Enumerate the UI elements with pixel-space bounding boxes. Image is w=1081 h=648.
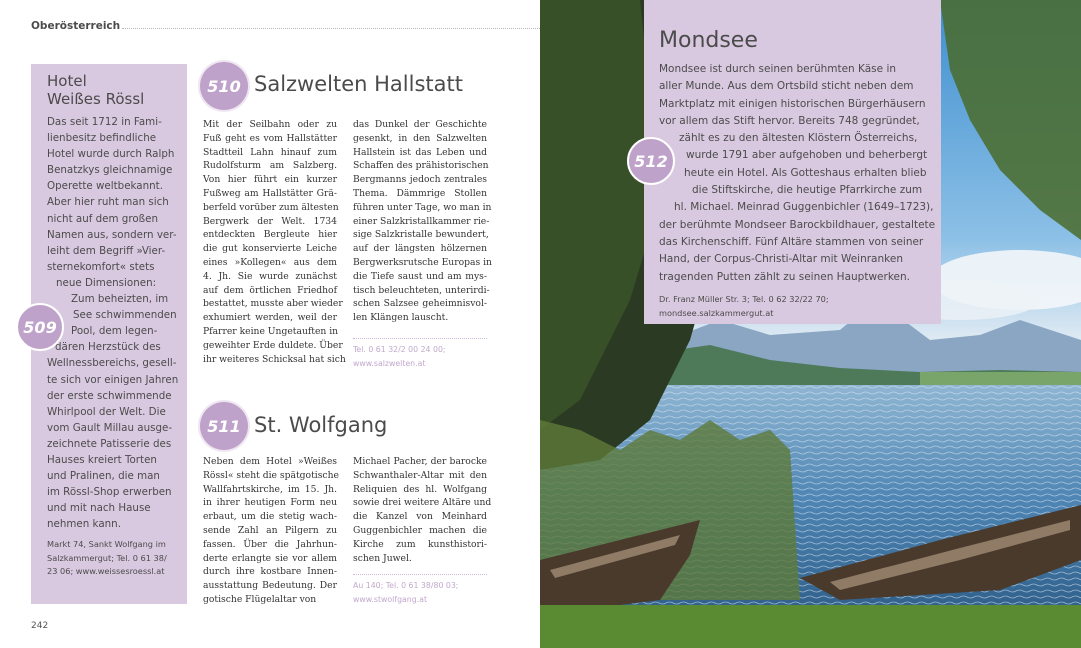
- text-line: tisch beleuchteten, unterirdi-: [353, 284, 490, 296]
- text-line: len Klängen lauscht.: [353, 312, 449, 324]
- text-line: schen Juwel.: [353, 552, 412, 564]
- wolfgang-info-divider: [353, 574, 487, 575]
- mondsee-body: [659, 61, 941, 286]
- text-line: durch ihre kostbare Innen-: [203, 566, 337, 578]
- salzwelten-info: [353, 343, 446, 370]
- entry-number-badge-510: 510: [200, 62, 248, 110]
- text-line: erbaut, um die stetig wach-: [203, 511, 337, 523]
- text-line: tragenden Putten zählt zu seinen Hauptwerken.: [659, 270, 910, 283]
- text-line: Mondsee ist durch seinen berühmten Käse in: [659, 63, 897, 75]
- text-line: Pfarrer keine Ungetauften in: [203, 325, 339, 337]
- text-line: Hauses kreiert Torten: [47, 453, 157, 466]
- text-line: die Tiefe saust und am mys-: [353, 270, 487, 282]
- text-line: Bergwerksrutsche Europas in: [353, 256, 492, 268]
- text-line: die Stiftskirche, die heutige Pfarrkirche zum: [692, 184, 923, 197]
- text-line: Rudolfsturm am Salzberg.: [203, 160, 337, 172]
- text-line: Stadtteil Lahn hinauf zum: [203, 146, 337, 158]
- hotel-body: [47, 114, 187, 532]
- salzwelten-info-divider: [353, 338, 487, 339]
- text-line: derte erlangte sie vor allem: [203, 552, 337, 564]
- salzwelten-column-2: [353, 118, 492, 325]
- mondsee-title: Mondsee: [659, 28, 758, 53]
- text-line: hl. Michael. Meinrad Guggenbichler (1649–1723),: [674, 201, 934, 214]
- text-line: dären Herzstück des: [55, 341, 161, 354]
- text-line: einer Salzkristallkammer rie-: [353, 215, 490, 227]
- text-line: Bergmanns jedoch zentrales: [353, 174, 487, 186]
- text-line: vor allem das Stift hervor. Bereits 748 gegründet,: [659, 114, 920, 127]
- text-line: Operette weltbekannt.: [47, 180, 163, 193]
- text-line: Thema. Dämmrige Stollen: [353, 187, 487, 199]
- text-line: 4. Jh. Sie wurde zunächst: [203, 270, 337, 282]
- wolfgang-column-1: [203, 455, 337, 607]
- text-line: neue Dimensionen:: [56, 276, 157, 289]
- text-line: führen unter Tage, wo man in: [353, 201, 492, 213]
- text-line: gotische Flügelaltar von: [203, 593, 317, 605]
- text-line: und Pralinen, die man: [47, 470, 160, 483]
- text-line: fassen. Über die Jahrhun-: [203, 538, 337, 550]
- text-line: Reliquien des hl. Wolfgang: [353, 483, 487, 495]
- text-line: der erste schwimmende: [47, 389, 172, 402]
- text-line: exhumiert werden, weil der: [203, 312, 337, 324]
- text-line: ausstattung Bedeutung. Der: [203, 580, 337, 592]
- entry-number-badge-511: 511: [200, 402, 248, 450]
- text-line: berfeld vorüber zum ältesten: [203, 201, 339, 213]
- entry-number-badge-512: 512: [627, 137, 675, 185]
- text-line: ihr weiteres Schicksal hat sich: [203, 353, 346, 365]
- text-line: www.salzwelten.at: [353, 358, 426, 368]
- mondsee-box: [644, 0, 941, 324]
- text-line: Aber hier ruht man sich: [47, 196, 169, 209]
- wolfgang-title: St. Wolfgang: [254, 413, 388, 437]
- wolfgang-info: [353, 579, 458, 606]
- hotel-title-line1: Hotel: [47, 72, 87, 90]
- left-page: [0, 0, 540, 648]
- text-line: Von hier führt ein kurzer: [203, 174, 337, 186]
- salzwelten-column-1: [203, 118, 346, 366]
- text-line: heute ein Hotel. Als Gotteshaus erhalten blieb: [684, 166, 927, 179]
- text-line: Wellnessbereichs, gesell-: [47, 357, 177, 370]
- text-line: leiht dem Begriff »Vier-: [47, 244, 166, 257]
- text-line: in ihrer heutigen Form neu: [203, 497, 337, 509]
- text-line: Neben dem Hotel »Weißes: [203, 456, 337, 467]
- text-line: Hallstein ist das Leben und: [353, 146, 487, 158]
- salzwelten-title: Salzwelten Hallstatt: [254, 72, 463, 96]
- mondsee-address: [659, 292, 941, 320]
- running-head-title: Oberösterreich: [31, 20, 121, 32]
- text-line: auf dem örtlichen Friedhof: [203, 284, 337, 296]
- text-line: Marktplatz mit einigen historischen Bürgerhäusern: [659, 97, 926, 110]
- text-line: 23 06; www.weissesroessl.at: [47, 566, 165, 577]
- text-line: und mit nach Hause: [47, 502, 151, 515]
- text-line: zählt es zu den ältesten Klöstern Österreichs,: [679, 132, 918, 145]
- text-line: zeichnete Patisserie des: [47, 437, 172, 450]
- wolfgang-column-2: [353, 455, 492, 565]
- text-line: die gut konservierte Leiche: [203, 243, 337, 255]
- text-line: sige Salzkristalle bewundert,: [353, 229, 489, 241]
- text-line: aller Munde. Aus dem Ortsbild sticht neben dem: [659, 80, 914, 93]
- text-line: Zum beheizten, im: [71, 293, 169, 306]
- text-line: bestattet, musste aber wieder: [203, 298, 343, 310]
- text-line: Kirche zum kunsthistori-: [353, 538, 487, 550]
- text-line: nehmen kann.: [47, 518, 121, 531]
- running-head-dots: [122, 28, 540, 29]
- text-line: www.stwolfgang.at: [353, 594, 428, 604]
- text-line: Whirlpool der Welt. Die: [47, 405, 166, 418]
- text-line: sowie drei weitere Altäre und: [353, 497, 492, 509]
- text-line: das Kirchenschiff. Fünf Altäre stammen von seiner: [659, 235, 924, 248]
- hotel-title: [47, 72, 187, 108]
- text-line: der berühmte Mondseer Barockbildhauer, gestaltete: [659, 218, 936, 231]
- text-line: Hotel wurde durch Ralph: [47, 148, 175, 161]
- text-line: Fußweg am Hallstätter Grä-: [203, 187, 337, 199]
- hotel-address: [47, 538, 187, 579]
- text-line: Fuß geht es vom Hallstätter: [203, 132, 337, 144]
- text-line: im Rössl-Shop erwerben: [47, 486, 172, 499]
- text-line: auf der längsten hölzernen: [353, 243, 487, 255]
- text-line: Schwanthaler-Altar mit den: [353, 469, 487, 481]
- text-line: See schwimmenden: [73, 309, 177, 322]
- text-line: Tel. 0 61 32/2 00 24 00;: [353, 345, 446, 354]
- text-line: Mit der Seilbahn oder zu: [203, 119, 337, 130]
- text-line: Wallfahrtskirche, im 15. Jh.: [203, 483, 337, 495]
- text-line: Schaffen des prähistorischen: [353, 160, 489, 172]
- text-line: gesenkt, in den Salzwelten: [353, 132, 487, 144]
- text-line: Markt 74, Sankt Wolfgang im: [47, 539, 166, 550]
- text-line: lienbesitz befindliche: [47, 132, 157, 145]
- text-line: schen Salzsee geheimnisvol-: [353, 298, 487, 310]
- running-head: [31, 20, 540, 32]
- text-line: die Kanzel von Meinhard: [353, 511, 487, 523]
- text-line: Rössl« steht die spätgotische: [203, 469, 339, 481]
- text-line: Au 140; Tel. 0 61 38/80 03;: [353, 581, 459, 590]
- text-line: nicht auf dem großen: [47, 212, 158, 225]
- text-line: vom Gault Millau ausge-: [47, 421, 173, 434]
- text-line: Namen aus, sondern ver-: [47, 228, 177, 241]
- text-line: sternekomfort« stets: [47, 260, 155, 273]
- text-line: Benatzkys gleichnamige: [47, 164, 173, 177]
- text-line: Dr. Franz Müller Str. 3; Tel. 0 62 32/22 70;: [659, 293, 829, 304]
- text-line: sende Zahl an Pilgern zu: [203, 524, 337, 536]
- text-line: das Dunkel der Geschichte: [353, 119, 487, 130]
- hotel-title-line2: Weißes Rössl: [47, 90, 145, 108]
- text-line: Michael Pacher, der barocke: [353, 456, 487, 467]
- text-line: wurde 1791 aber aufgehoben und beherbergt: [686, 149, 928, 162]
- text-line: te sich vor einigen Jahren: [47, 373, 179, 386]
- text-line: entdeckten Bergleute hier: [203, 229, 337, 241]
- text-line: mondsee.salzkammergut.at: [659, 307, 774, 318]
- text-line: Das seit 1712 in Fami-: [47, 116, 162, 128]
- text-line: geweihter Erde duldete. Über: [203, 339, 343, 351]
- text-line: Bergwerk der Welt. 1734: [203, 215, 337, 227]
- entry-number-badge-509: 509: [16, 303, 64, 351]
- text-line: Guggenbichler machen die: [353, 524, 487, 536]
- text-line: eines »Kollegen« aus dem: [203, 256, 337, 268]
- text-line: Pool, dem legen-: [71, 325, 158, 338]
- text-line: Salzkammergut; Tel. 0 61 38/: [47, 552, 167, 563]
- page-number: 242: [31, 621, 49, 631]
- text-line: Hand, der Corpus-Christi-Altar mit Weinranken: [659, 253, 903, 266]
